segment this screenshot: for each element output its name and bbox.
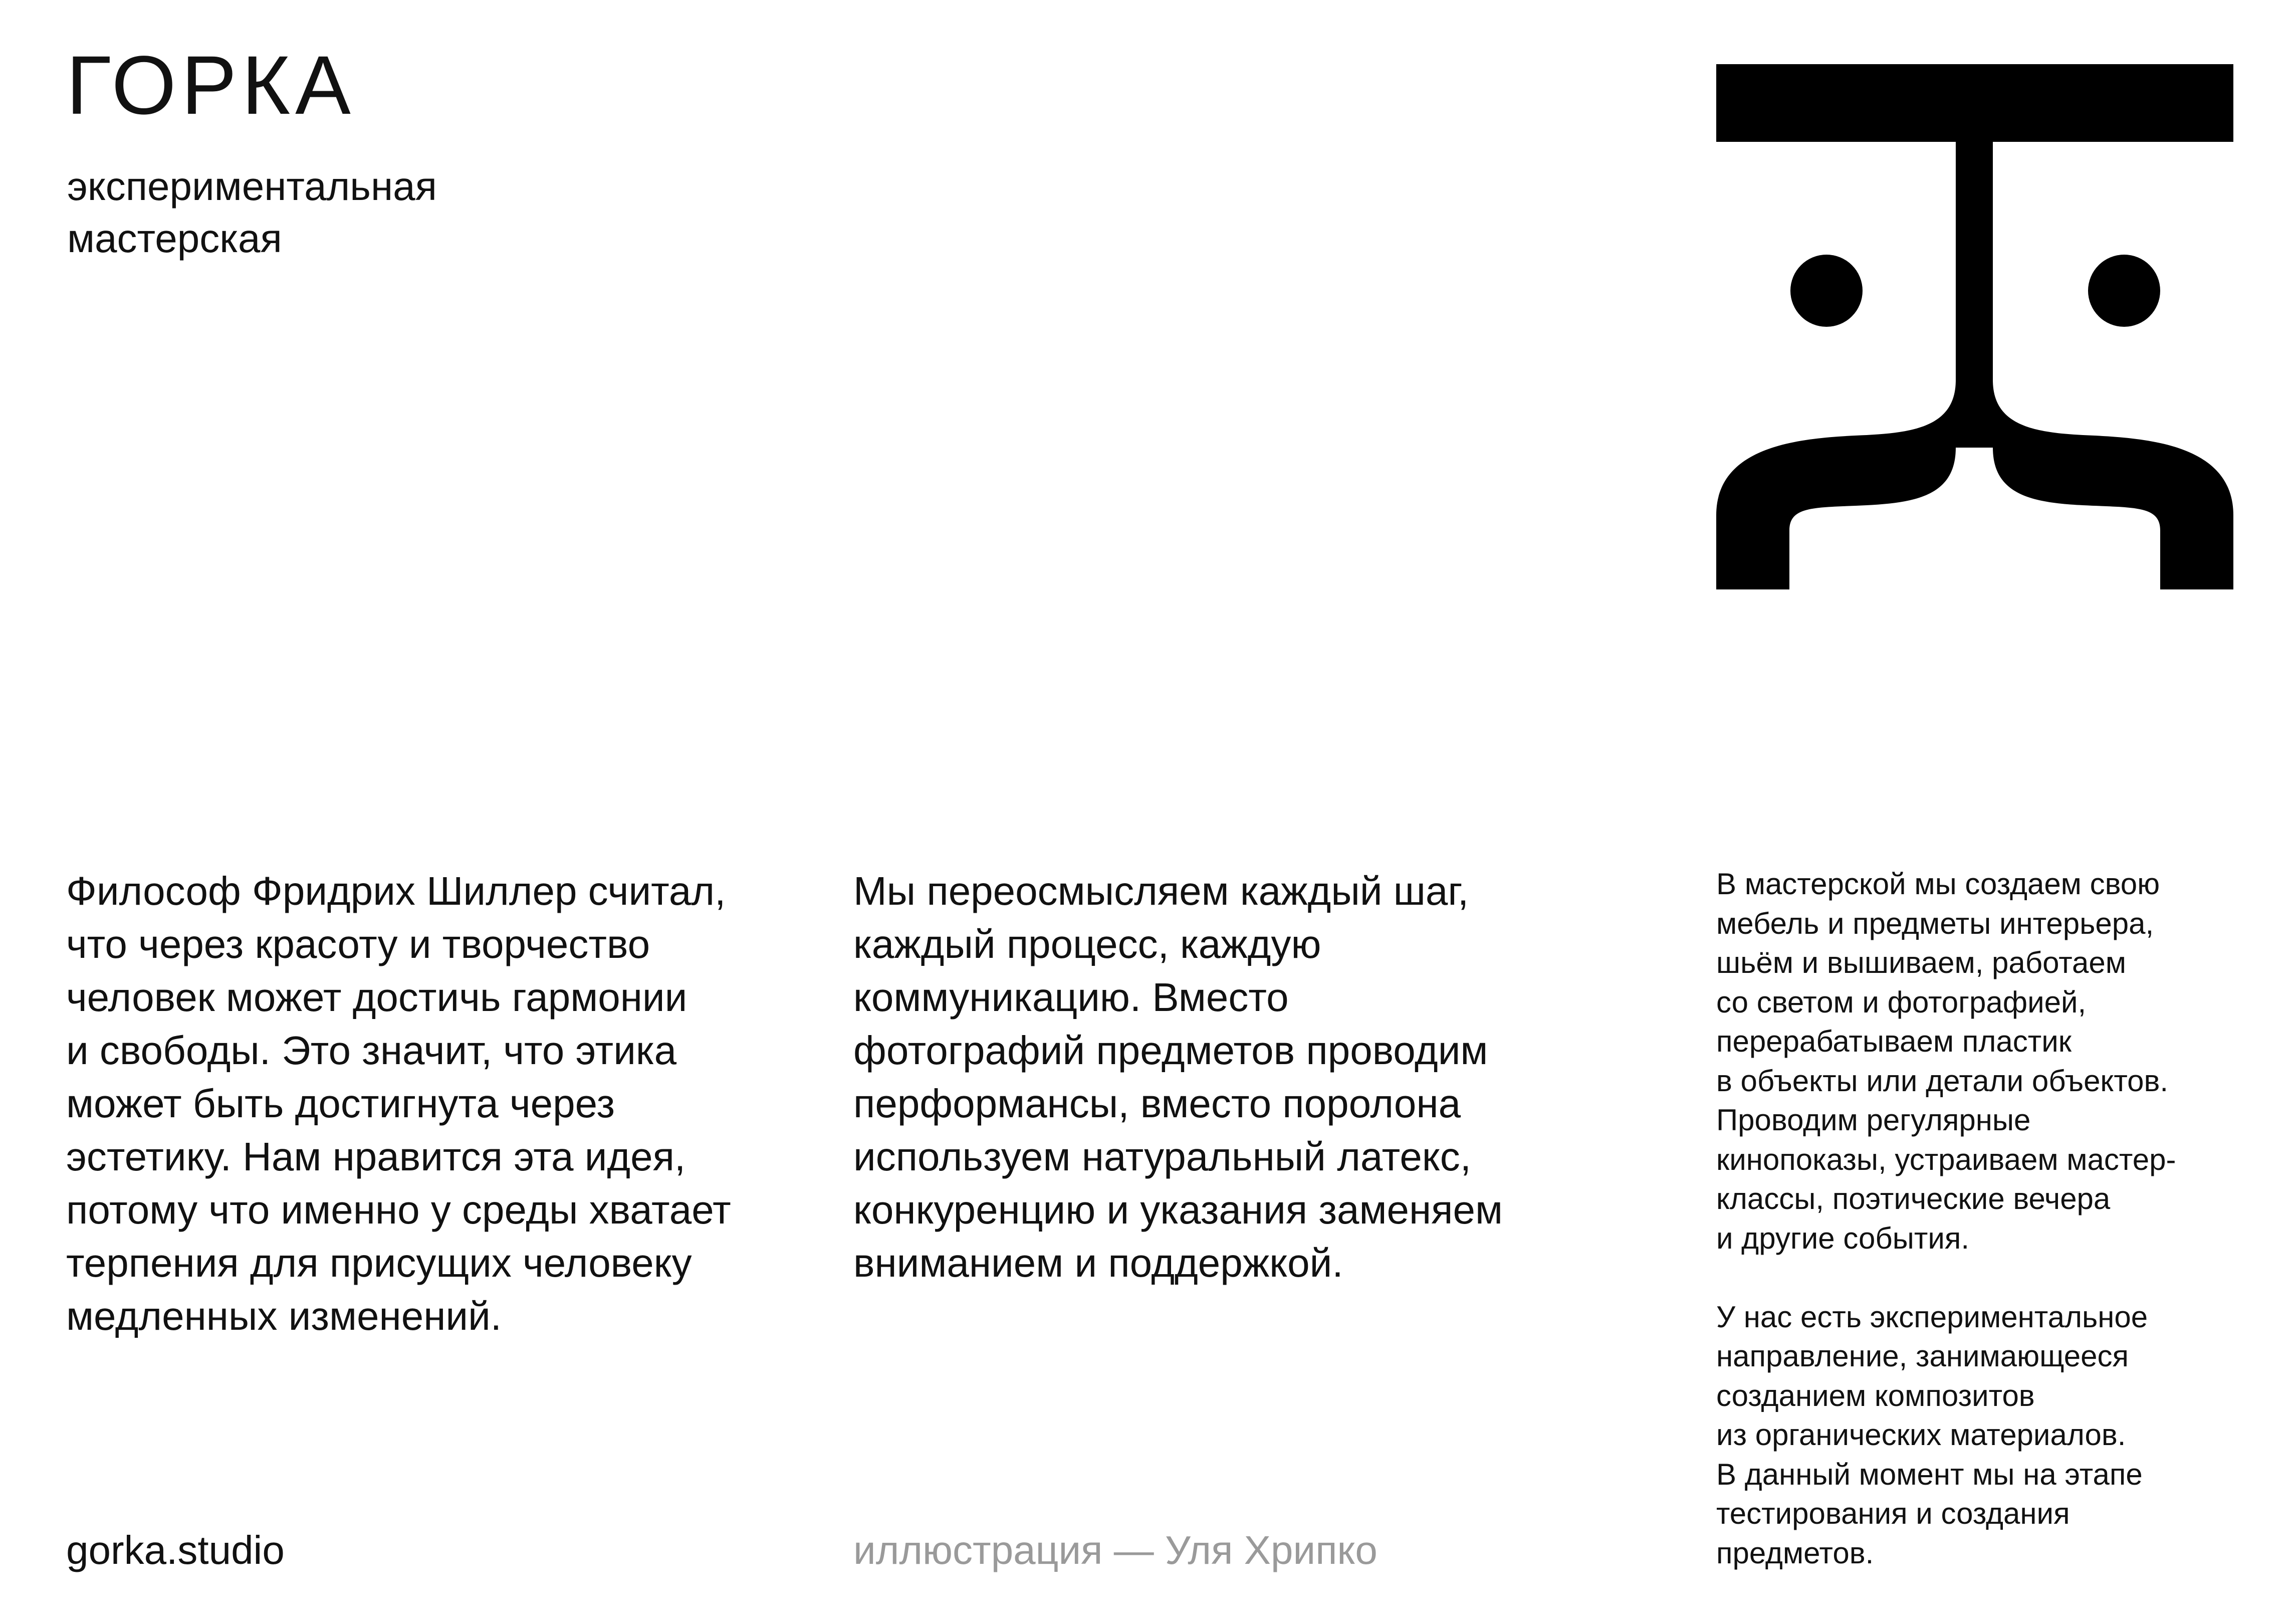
approach-paragraph: Мы переосмысляем каждый шаг, каждый процесс, каждую коммуникацию. Вместо фотографий предметов проводим перформансы, вместо поролона используем натуральный латекс, конкуренцию и указания заменяем вниманием и поддержкой.: [853, 869, 1503, 1285]
website-link[interactable]: gorka.studio: [66, 1528, 285, 1572]
logo-top-bar: [1716, 64, 2233, 142]
illustration-credit: иллюстрация — Уля Хрипко: [853, 1528, 1377, 1572]
logo-right-arm: [1993, 380, 2233, 589]
brand-title: ГОРКА: [66, 39, 356, 132]
logo-left-arm: [1716, 380, 1956, 589]
logo-left-eye: [1790, 255, 1863, 327]
brand-subtitle: экспериментальная мастерская: [67, 164, 437, 261]
gorka-face-logo-icon: [1716, 64, 2233, 589]
activities-paragraph: В мастерской мы создаем свою мебель и предметы интерьера, шьём и вышиваем, работаем со светом и фотографией, перерабатываем пластик в объекты или детали объектов. Проводим регулярные кинопоказы, устраиваем мастер- классы, поэтические вечера и другие события. У нас есть экспериментальное направление, занимающееся созданием композитов из органических материалов. В данный момент мы на этапе тестирования и создания предметов.: [1716, 867, 2176, 1570]
philosophy-paragraph: Философ Фридрих Шиллер считал, что через красоту и творчество человек может достичь гармонии и свободы. Это значит, что этика может быть достигнута через эстетику. Нам нравится эта идея, потому что именно у среды хватает терпения для присущих человеку медленных изменений.: [66, 869, 731, 1338]
logo-right-eye: [2088, 255, 2160, 327]
logo-stem: [1956, 142, 1993, 448]
